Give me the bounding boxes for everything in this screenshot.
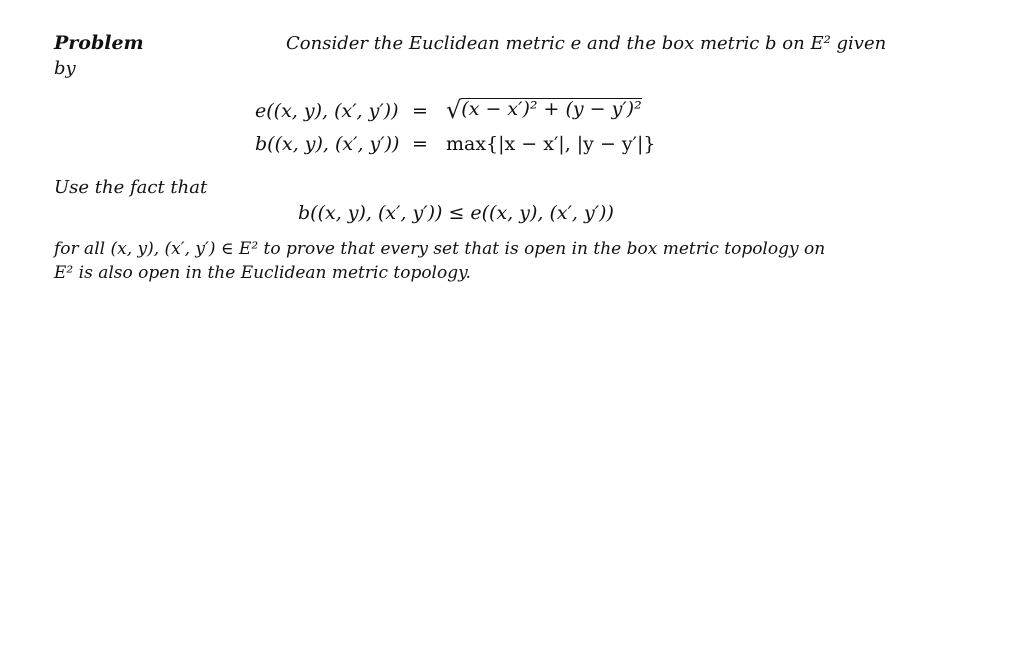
- intro-line-2: by: [54, 58, 76, 79]
- sqrt-radicand: (x − x′)² + (y − y′)²: [461, 98, 642, 120]
- equation-2-lhs: b((x, y), (x′, y′)): [255, 133, 400, 155]
- conclusion-line-2: E² is also open in the Euclidean metric topology.: [54, 263, 471, 283]
- equation-2-rhs: max{|x − x′|, |y − y′|}: [446, 133, 656, 155]
- equation-1-rhs: [446, 96, 642, 124]
- equation-1-relation: =: [412, 100, 428, 122]
- equation-2-relation: =: [412, 133, 428, 155]
- equation-1-lhs: e((x, y), (x′, y′)): [255, 100, 399, 122]
- sqrt-symbol: √: [446, 96, 462, 124]
- conclusion-line-1: for all (x, y), (x′, y′) ∈ E² to prove that every set that is open in the box metric topology on: [54, 239, 826, 259]
- intro-line-1: Consider the Euclidean metric e and the box metric b on E² given: [286, 33, 887, 54]
- problem-label: Problem: [54, 32, 144, 54]
- use-fact-text: Use the fact that: [54, 177, 208, 198]
- inequality: b((x, y), (x′, y′)) ≤ e((x, y), (x′, y′)): [298, 202, 614, 224]
